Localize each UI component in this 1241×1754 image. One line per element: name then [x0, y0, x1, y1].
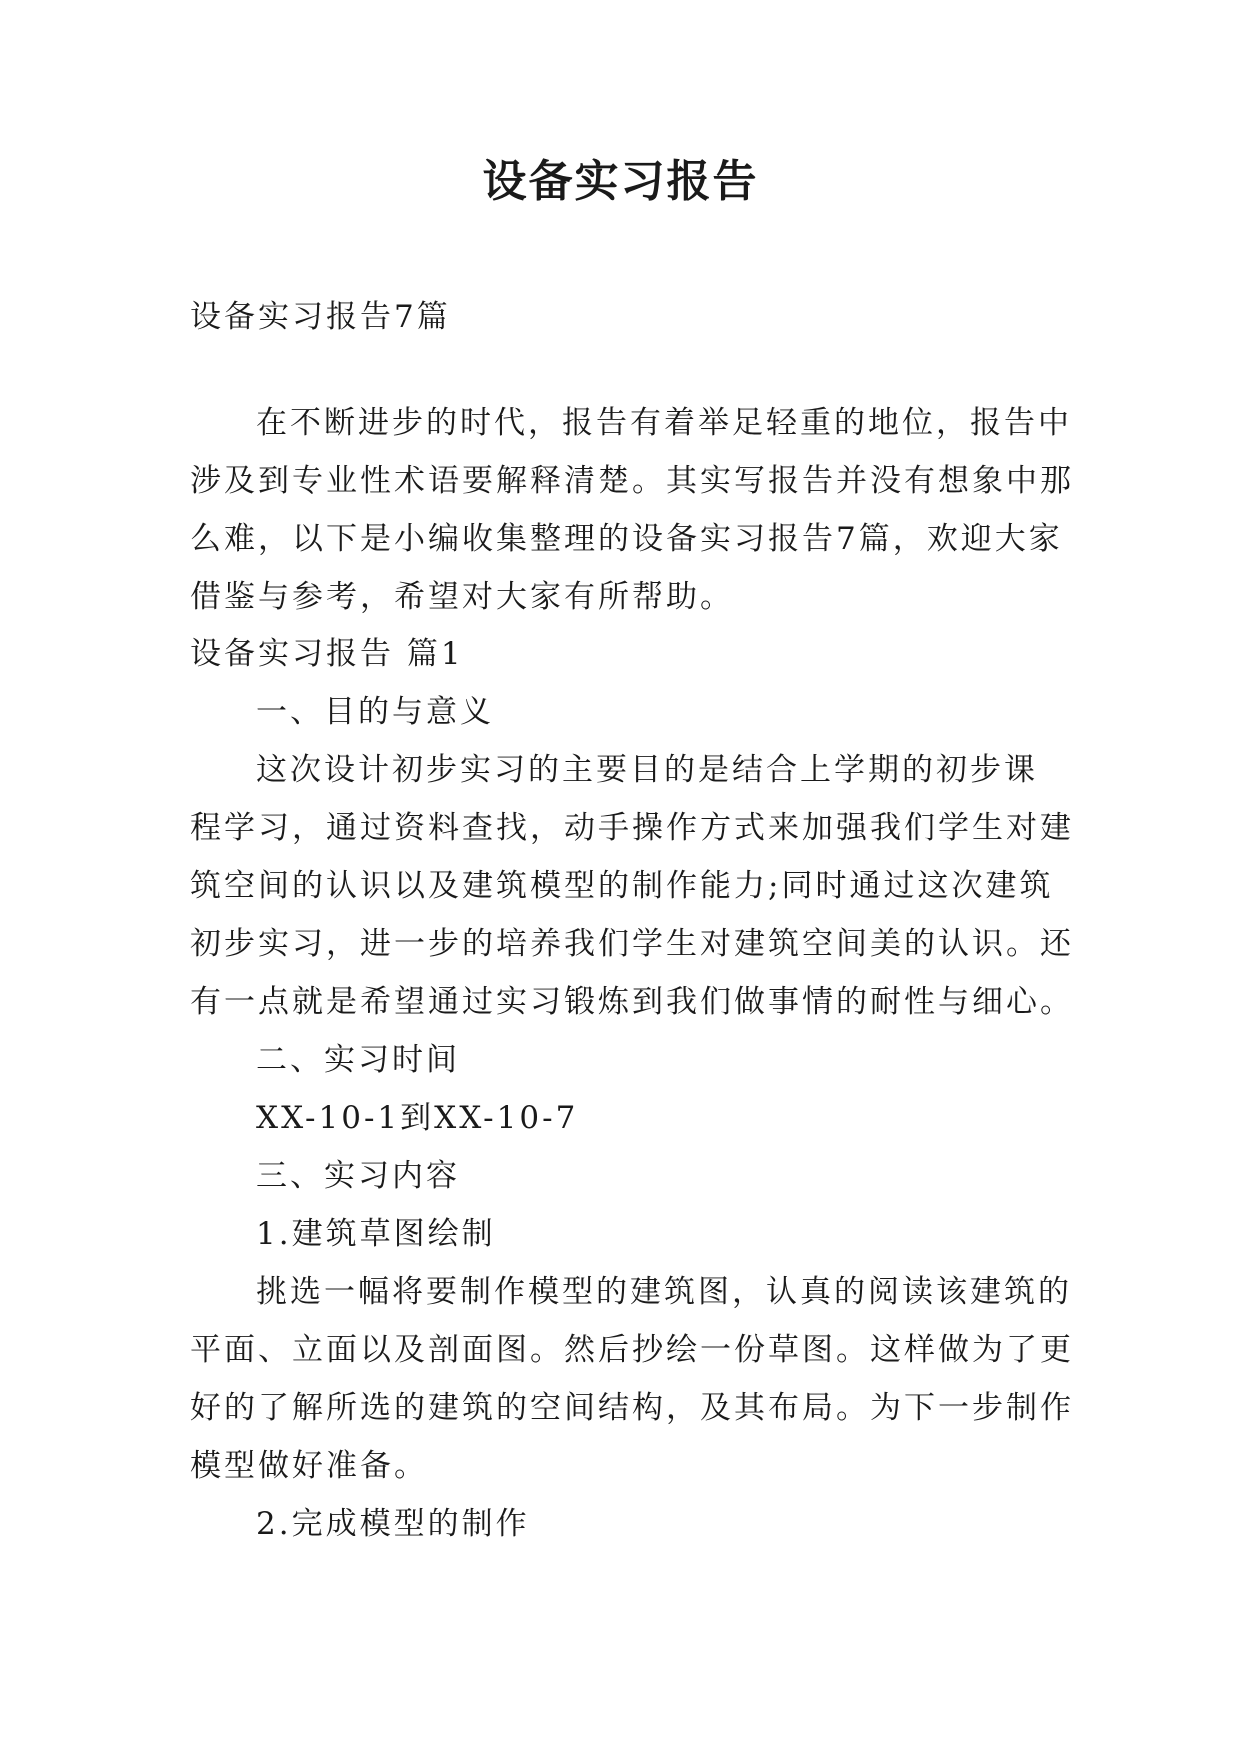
paragraph-line: 有一点就是希望通过实习锻炼到我们做事情的耐性与细心。 [190, 984, 1074, 1020]
internship-dates: XX-10-1到XX-10-7 [256, 1100, 579, 1136]
intro-line: 么难，以下是小编收集整理的设备实习报告7篇，欢迎大家 [190, 521, 1063, 557]
part3-heading: 三、实习内容 [256, 1158, 460, 1194]
intro-line: 在不断进步的时代，报告有着举足轻重的地位，报告中 [256, 405, 1072, 441]
paragraph-line: 好的了解所选的建筑的空间结构，及其布局。为下一步制作 [190, 1390, 1074, 1426]
section-heading: 设备实习报告 篇1 [190, 636, 464, 672]
part2-heading: 二、实习时间 [256, 1042, 460, 1078]
paragraph-line: 程学习，通过资料查找，动手操作方式来加强我们学生对建 [190, 810, 1074, 846]
paragraph-line: 初步实习，进一步的培养我们学生对建筑空间美的认识。还 [190, 926, 1074, 962]
document-subtitle: 设备实习报告7篇 [190, 299, 451, 335]
part1-heading: 一、目的与意义 [256, 694, 494, 730]
paragraph-line: 这次设计初步实习的主要目的是结合上学期的初步课 [256, 752, 1038, 788]
paragraph-line: 平面、立面以及剖面图。然后抄绘一份草图。这样做为了更 [190, 1332, 1074, 1368]
item1-heading: 1.建筑草图绘制 [256, 1216, 496, 1252]
intro-line: 涉及到专业性术语要解释清楚。其实写报告并没有想象中那 [190, 463, 1074, 499]
document-title: 设备实习报告 [482, 156, 759, 207]
paragraph-line: 挑选一幅将要制作模型的建筑图，认真的阅读该建筑的 [256, 1274, 1072, 1310]
item2-heading: 2.完成模型的制作 [256, 1506, 530, 1542]
paragraph-line: 模型做好准备。 [190, 1448, 428, 1484]
paragraph-line: 筑空间的认识以及建筑模型的制作能力;同时通过这次建筑 [190, 868, 1054, 904]
intro-line: 借鉴与参考，希望对大家有所帮助。 [190, 579, 734, 615]
